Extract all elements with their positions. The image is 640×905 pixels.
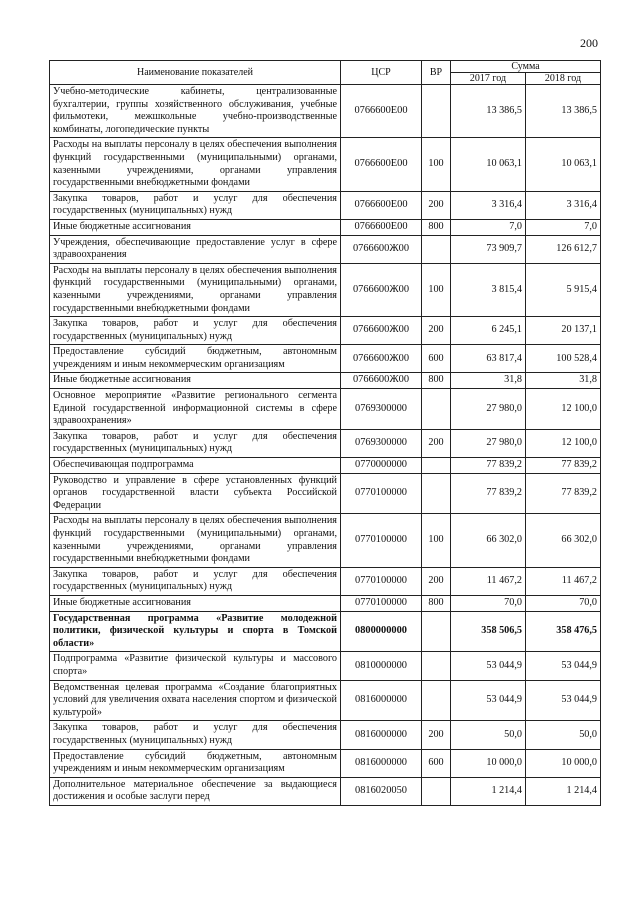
row-vr-code: 100: [422, 263, 451, 316]
row-sum-2018: 1 214,4: [526, 777, 601, 805]
table-header: [50, 61, 601, 85]
row-vr-code: [422, 85, 451, 138]
row-csr-code: 0766600Ж00: [341, 373, 422, 389]
row-csr-code: 0769300000: [341, 389, 422, 430]
table-row: [50, 458, 601, 474]
table-row: [50, 611, 601, 652]
row-vr-code: 200: [422, 191, 451, 219]
table-row: [50, 191, 601, 219]
row-vr-code: [422, 458, 451, 474]
row-sum-2018: 53 044,9: [526, 652, 601, 680]
row-vr-code: [422, 235, 451, 263]
row-csr-code: 0816000000: [341, 680, 422, 721]
header-year-2018: 2018 год: [526, 73, 601, 85]
row-csr-code: 0816000000: [341, 721, 422, 749]
row-name: Учебно-методические кабинеты, централизованные бухгалтерии, группы хозяйственного обслуживания, учебные фильмотеки, межшкольные учебно-производственные комбинаты, логопедические пункты: [50, 85, 341, 138]
table-row: [50, 235, 601, 263]
page-number: 200: [580, 36, 598, 50]
row-vr-code: 200: [422, 317, 451, 345]
budget-table: [49, 60, 601, 806]
header-code: ЦСР: [341, 61, 422, 85]
row-sum-2017: 3 316,4: [451, 191, 526, 219]
row-name: Закупка товаров, работ и услуг для обеспечения государственных (муниципальных) нужд: [50, 429, 341, 457]
row-csr-code: 0770100000: [341, 567, 422, 595]
table-row: [50, 721, 601, 749]
table-row: [50, 219, 601, 235]
table-row: [50, 373, 601, 389]
table-row: [50, 429, 601, 457]
row-sum-2018: 11 467,2: [526, 567, 601, 595]
row-csr-code: 0766600Е00: [341, 219, 422, 235]
row-csr-code: 0816020050: [341, 777, 422, 805]
row-sum-2017: 7,0: [451, 219, 526, 235]
row-name: Обеспечивающая подпрограмма: [50, 458, 341, 474]
row-sum-2017: 10 000,0: [451, 749, 526, 777]
row-vr-code: 800: [422, 595, 451, 611]
row-sum-2018: 100 528,4: [526, 345, 601, 373]
row-name: Закупка товаров, работ и услуг для обеспечения государственных (муниципальных) нужд: [50, 567, 341, 595]
row-sum-2018: 10 063,1: [526, 138, 601, 191]
row-sum-2017: 10 063,1: [451, 138, 526, 191]
row-sum-2018: 7,0: [526, 219, 601, 235]
row-csr-code: 0766600Ж00: [341, 345, 422, 373]
table-row: [50, 345, 601, 373]
row-csr-code: 0770100000: [341, 514, 422, 567]
row-vr-code: 200: [422, 721, 451, 749]
row-sum-2017: 11 467,2: [451, 567, 526, 595]
row-csr-code: 0766600Е00: [341, 138, 422, 191]
row-sum-2017: 77 839,2: [451, 458, 526, 474]
row-sum-2017: 77 839,2: [451, 473, 526, 514]
row-sum-2018: 31,8: [526, 373, 601, 389]
row-vr-code: [422, 777, 451, 805]
header-year-2017: 2017 год: [451, 73, 526, 85]
table-row: [50, 514, 601, 567]
row-sum-2018: 77 839,2: [526, 473, 601, 514]
row-sum-2017: 358 506,5: [451, 611, 526, 652]
row-sum-2018: 10 000,0: [526, 749, 601, 777]
table-row: [50, 567, 601, 595]
row-sum-2017: 53 044,9: [451, 652, 526, 680]
row-csr-code: 0766600Ж00: [341, 263, 422, 316]
header-name: Наименование показателей: [50, 61, 341, 85]
row-csr-code: 0810000000: [341, 652, 422, 680]
row-sum-2018: 3 316,4: [526, 191, 601, 219]
row-sum-2018: 20 137,1: [526, 317, 601, 345]
row-sum-2017: 31,8: [451, 373, 526, 389]
row-name: Предоставление субсидий бюджетным, автономным учреждениям и иным некоммерческим организациям: [50, 749, 341, 777]
row-sum-2017: 27 980,0: [451, 389, 526, 430]
row-vr-code: [422, 680, 451, 721]
row-name: Дополнительное материальное обеспечение за выдающиеся достижения и особые заслуги перед: [50, 777, 341, 805]
header-vr: ВР: [422, 61, 451, 85]
header-sum: Сумма: [451, 61, 601, 73]
row-name: Расходы на выплаты персоналу в целях обеспечения выполнения функций государственными (муниципальными) органами, казенными учреждениями, органами управления государственными внебюджетными фондами: [50, 138, 341, 191]
row-vr-code: 200: [422, 429, 451, 457]
row-sum-2017: 66 302,0: [451, 514, 526, 567]
row-sum-2017: 70,0: [451, 595, 526, 611]
row-csr-code: 0766600Е00: [341, 191, 422, 219]
row-sum-2018: 77 839,2: [526, 458, 601, 474]
row-sum-2018: 5 915,4: [526, 263, 601, 316]
row-csr-code: 0816000000: [341, 749, 422, 777]
row-vr-code: [422, 473, 451, 514]
table-body: [50, 85, 601, 806]
row-sum-2017: 27 980,0: [451, 429, 526, 457]
row-name: Государственная программа «Развитие молодежной политики, физической культуры и спорта в Томской области»: [50, 611, 341, 652]
row-sum-2018: 12 100,0: [526, 389, 601, 430]
row-csr-code: 0770100000: [341, 473, 422, 514]
row-name: Иные бюджетные ассигнования: [50, 595, 341, 611]
row-sum-2017: 53 044,9: [451, 680, 526, 721]
row-sum-2017: 63 817,4: [451, 345, 526, 373]
row-name: Расходы на выплаты персоналу в целях обеспечения выполнения функций государственными (муниципальными) органами, казенными учреждениями, органами управления государственными внебюджетными фондами: [50, 263, 341, 316]
row-vr-code: [422, 389, 451, 430]
row-vr-code: 800: [422, 219, 451, 235]
row-name: Расходы на выплаты персоналу в целях обеспечения выполнения функций государственными (муниципальными) органами, казенными учреждениями, органами управления государственными внебюджетными фондами: [50, 514, 341, 567]
row-sum-2018: 53 044,9: [526, 680, 601, 721]
row-sum-2018: 126 612,7: [526, 235, 601, 263]
row-name: Закупка товаров, работ и услуг для обеспечения государственных (муниципальных) нужд: [50, 191, 341, 219]
row-sum-2017: 13 386,5: [451, 85, 526, 138]
row-sum-2018: 12 100,0: [526, 429, 601, 457]
row-name: Закупка товаров, работ и услуг для обеспечения государственных (муниципальных) нужд: [50, 721, 341, 749]
row-vr-code: 800: [422, 373, 451, 389]
table-row: [50, 473, 601, 514]
table-row: [50, 317, 601, 345]
table-row: [50, 652, 601, 680]
row-name: Основное мероприятие «Развитие регионального сегмента Единой государственной информационной системы в сфере здравоохранения»: [50, 389, 341, 430]
row-name: Закупка товаров, работ и услуг для обеспечения государственных (муниципальных) нужд: [50, 317, 341, 345]
row-csr-code: 0770000000: [341, 458, 422, 474]
table-row: [50, 777, 601, 805]
table-row: [50, 389, 601, 430]
row-name: Подпрограмма «Развитие физической культуры и массового спорта»: [50, 652, 341, 680]
row-name: Иные бюджетные ассигнования: [50, 373, 341, 389]
row-vr-code: 600: [422, 345, 451, 373]
table-row: [50, 263, 601, 316]
row-sum-2017: 50,0: [451, 721, 526, 749]
row-csr-code: 0766600Е00: [341, 85, 422, 138]
row-csr-code: 0769300000: [341, 429, 422, 457]
table-row: [50, 680, 601, 721]
row-vr-code: 100: [422, 514, 451, 567]
row-sum-2017: 1 214,4: [451, 777, 526, 805]
row-name: Иные бюджетные ассигнования: [50, 219, 341, 235]
row-vr-code: 600: [422, 749, 451, 777]
row-vr-code: [422, 652, 451, 680]
row-sum-2017: 6 245,1: [451, 317, 526, 345]
row-csr-code: 0770100000: [341, 595, 422, 611]
row-sum-2018: 358 476,5: [526, 611, 601, 652]
table-row: [50, 85, 601, 138]
row-sum-2017: 73 909,7: [451, 235, 526, 263]
table-row: [50, 749, 601, 777]
table-row: [50, 595, 601, 611]
row-sum-2018: 50,0: [526, 721, 601, 749]
row-csr-code: 0766600Ж00: [341, 235, 422, 263]
row-name: Учреждения, обеспечивающие предоставление услуг в сфере здравоохранения: [50, 235, 341, 263]
row-sum-2018: 70,0: [526, 595, 601, 611]
row-sum-2018: 66 302,0: [526, 514, 601, 567]
row-sum-2017: 3 815,4: [451, 263, 526, 316]
table-row: [50, 138, 601, 191]
row-name: Предоставление субсидий бюджетным, автономным учреждениям и иным некоммерческим организациям: [50, 345, 341, 373]
row-vr-code: 200: [422, 567, 451, 595]
row-csr-code: 0766600Ж00: [341, 317, 422, 345]
row-name: Руководство и управление в сфере установленных функций органов государственной власти субъекта Российской Федерации: [50, 473, 341, 514]
row-name: Ведомственная целевая программа «Создание благоприятных условий для увеличения охвата населения спортом и физической культурой»: [50, 680, 341, 721]
row-vr-code: [422, 611, 451, 652]
row-vr-code: 100: [422, 138, 451, 191]
row-csr-code: 0800000000: [341, 611, 422, 652]
row-sum-2018: 13 386,5: [526, 85, 601, 138]
